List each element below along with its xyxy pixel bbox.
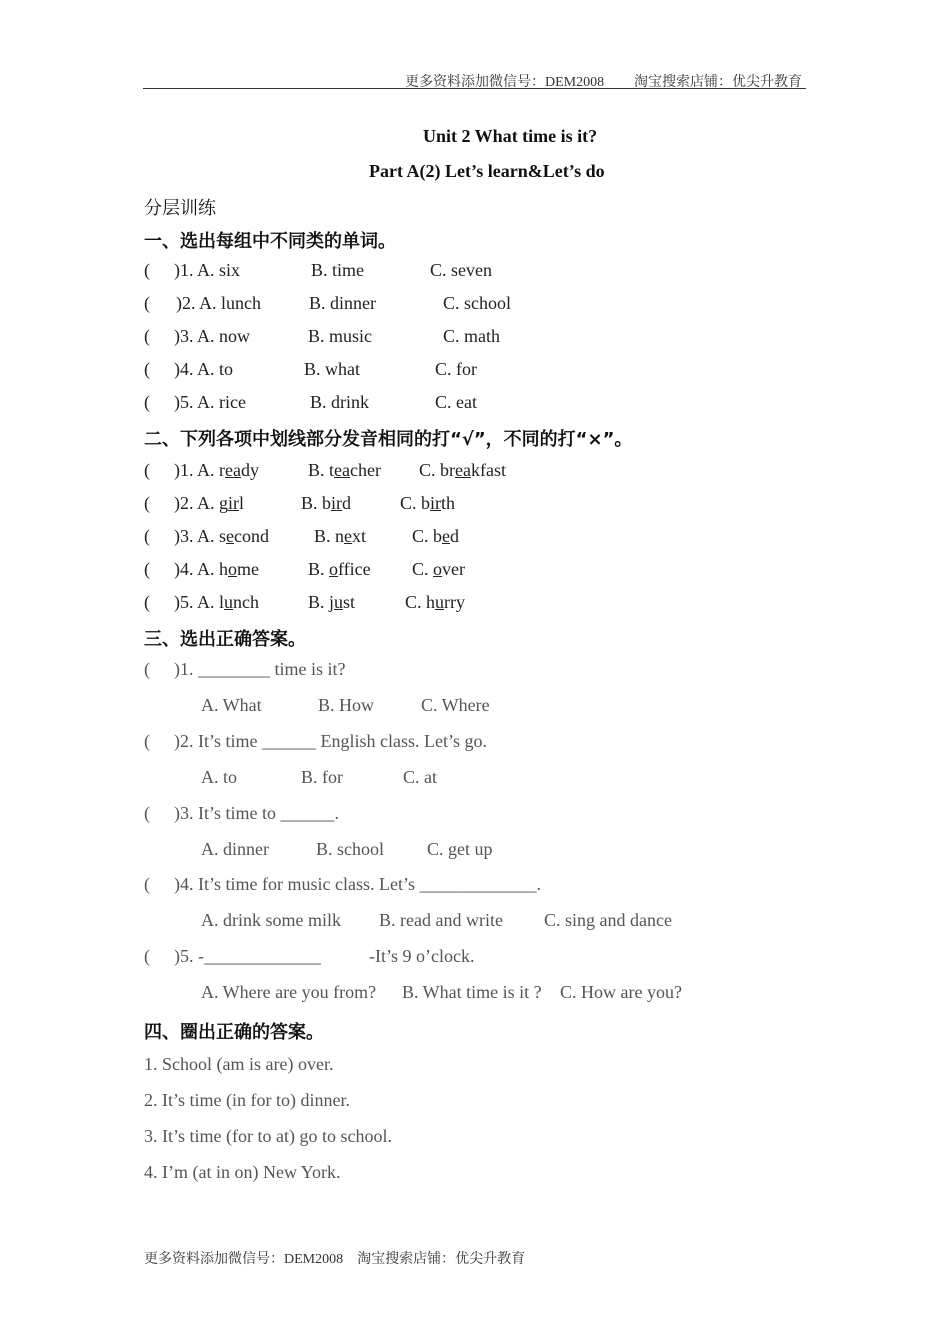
s2-q1-c-u: ea [455,460,471,480]
s1-q2-a: )2. A. lunch [176,293,261,313]
s2-q2-a-pre: g [219,493,228,513]
s4-item-3: 3. It’s time (for to at) go to school. [144,1126,392,1146]
s2-q3-num: )3. A. [174,526,215,546]
s3-q2-b: B. for [301,767,343,787]
s4-item-4: 4. I’m (at in on) New York. [144,1162,341,1182]
s1-q1-b: B. time [311,260,364,280]
s1-q1-c: C. seven [430,260,492,280]
paren[interactable]: ( [144,803,150,823]
s2-q2-b-pre: B. b [301,493,332,513]
section4-heading: 四、圈出正确的答案。 [144,1022,324,1043]
paren[interactable]: ( [144,559,150,579]
s2-q2-a-u: ir [228,493,239,513]
s2-q1-b-u: ea [334,460,350,480]
s1-q4-b: B. what [304,359,360,379]
s2-row-4 [144,559,465,580]
s3-q2-c: C. at [403,767,437,787]
s2-q3-a-u: e [226,526,235,546]
s1-q2-b: B. dinner [309,293,376,313]
s3-q1-b: B. How [318,695,375,715]
s2-q5-b-pre: B. j [308,592,335,612]
s2-q4-a-pre: h [219,559,228,579]
s2-q1-c-pre: C. br [419,460,455,480]
s3-q1-c: C. Where [421,695,490,715]
s2-q2-b-u: ir [331,493,343,513]
s3-q1 [144,659,346,680]
paren[interactable]: ( [144,946,150,966]
s2-q5-c-post: rry [444,592,466,612]
s2-q1-a-post: dy [240,460,259,480]
footer: 更多资料添加微信号：DEM2008 淘宝搜索店铺：优尖升教育 [144,1252,526,1267]
s2-q5-c-pre: C. h [405,592,436,612]
s3-q2-text: )2. It’s time ______ English class. Let’s go. [174,731,487,751]
s2-q5-c-u: u [435,592,445,612]
s1-q4-a: )4. A. to [174,359,234,379]
s2-q1-a-pre: r [219,460,225,480]
s1-row-1 [144,260,492,281]
paren[interactable]: ( [144,526,150,546]
s1-q2-c: C. school [443,293,512,313]
s3-q3-c: C. get up [427,839,493,859]
s1-row-5 [144,392,477,413]
s2-q5-b-u: u [334,592,344,612]
paren[interactable]: ( [144,392,150,412]
subtitle: 分层训练 [144,198,216,219]
s3-q4-a: A. drink some milk [201,910,341,930]
s3-q4-b: B. read and write [379,910,503,930]
unit-title: Unit 2 What time is it? [423,126,598,146]
part-title: Part A(2) Let’s learn&Let’s do [369,161,605,181]
s2-q1-a-u: ea [225,460,241,480]
s3-q4-c: C. sing and dance [544,910,672,930]
s2-q4-a-u: o [228,559,237,579]
paren[interactable]: ( [144,659,150,679]
s1-q4-c: C. for [435,359,477,379]
s3-q1-a: A. What [201,695,262,715]
s3-q4 [144,874,541,895]
s2-q5-num: )5. A. [174,592,215,612]
s3-q3 [144,803,339,824]
s2-q3-c-u: e [442,526,451,546]
s3-q2 [144,731,487,752]
s1-row-2 [144,293,512,314]
header-rule [143,88,806,89]
s3-q3-b: B. school [316,839,385,859]
s1-q3-b: B. music [308,326,373,346]
s1-q3-a: )3. A. now [174,326,250,346]
s3-q5 [144,946,475,967]
s3-q5-text: )5. -_____________ [174,946,321,966]
s2-q1-b-pre: B. t [308,460,335,480]
paren[interactable]: ( [144,731,150,751]
s2-q2-a-post: l [239,493,245,513]
s2-q3-b-post: xt [352,526,367,546]
s1-q5-c: C. eat [435,392,477,412]
s3-q2-a: A. to [201,767,237,787]
s2-q2-num: )2. A. [174,493,215,513]
s2-q3-b-pre: B. n [314,526,345,546]
s2-q4-a-post: me [237,559,259,579]
s3-q5-c: C. How are you? [560,982,682,1002]
s2-row-1 [144,460,506,481]
paren[interactable]: ( [144,493,150,513]
paren[interactable]: ( [144,260,150,280]
s2-q4-b-pre: B. [308,559,330,579]
section2-heading: 二、下列各项中划线部分发音相同的打“√”，不同的打“×”。 [144,429,633,450]
s2-q3-c-post: d [450,526,460,546]
s2-q5-a-pre: l [219,592,225,612]
s1-q1-a: )1. A. six [174,260,241,280]
s2-q2-c-u: ir [430,493,442,513]
section1-heading: 一、选出每组中不同类的单词。 [144,231,396,252]
paren[interactable]: ( [144,460,150,480]
s2-row-3 [144,526,460,547]
s4-item-1: 1. School (am is are) over. [144,1054,334,1074]
s3-q5-reply: -It’s 9 o’clock. [369,946,475,966]
s2-row-5 [144,592,466,613]
paren[interactable]: ( [144,359,150,379]
header-wechat: 更多资料添加微信号：DEM2008 [405,75,605,90]
paren[interactable]: ( [144,874,150,894]
s2-q1-b-post: cher [350,460,381,480]
section3-heading: 三、选出正确答案。 [144,629,306,650]
s2-row-2 [144,493,456,514]
s2-q5-a-u: u [224,592,234,612]
s3-q3-a: A. dinner [201,839,269,859]
s2-q4-num: )4. A. [174,559,215,579]
s2-q2-b-post: d [342,493,352,513]
s2-q4-b-u: o [329,559,339,579]
s3-q4-text: )4. It’s time for music class. Let’s _____________. [174,874,541,894]
s1-row-4 [144,359,477,380]
s1-q3-c: C. math [443,326,500,346]
s4-item-2: 2. It’s time (in for to) dinner. [144,1090,350,1110]
s2-q2-c-pre: C. b [400,493,431,513]
s2-q1-num: )1. A. [174,460,215,480]
s2-q4-c-u: o [433,559,443,579]
header-shop: 淘宝搜索店铺：优尖升教育 [634,75,802,90]
paren[interactable]: ( [144,293,150,313]
s2-q3-c-pre: C. b [412,526,443,546]
s1-q5-a: )5. A. rice [174,392,246,412]
s2-q4-b-post: ffice [338,559,371,579]
s2-q4-c-pre: C. [412,559,434,579]
s1-q5-b: B. drink [310,392,370,412]
s3-q1-text: )1. ________ time is it? [174,659,346,679]
s2-q2-c-post: th [441,493,456,513]
s3-q3-text: )3. It’s time to ______. [174,803,339,823]
s2-q3-a-post: cond [234,526,270,546]
s1-row-3 [144,326,500,347]
s2-q3-b-u: e [344,526,353,546]
s2-q5-a-post: nch [233,592,260,612]
paren[interactable]: ( [144,326,150,346]
s3-q5-b: B. What time is it ? [402,982,542,1002]
s2-q3-a-pre: s [219,526,227,546]
paren[interactable]: ( [144,592,150,612]
s2-q4-c-post: ver [442,559,465,579]
s2-q1-c-post: kfast [470,460,506,480]
s3-q5-a: A. Where are you from? [201,982,377,1002]
s2-q5-b-post: st [343,592,356,612]
